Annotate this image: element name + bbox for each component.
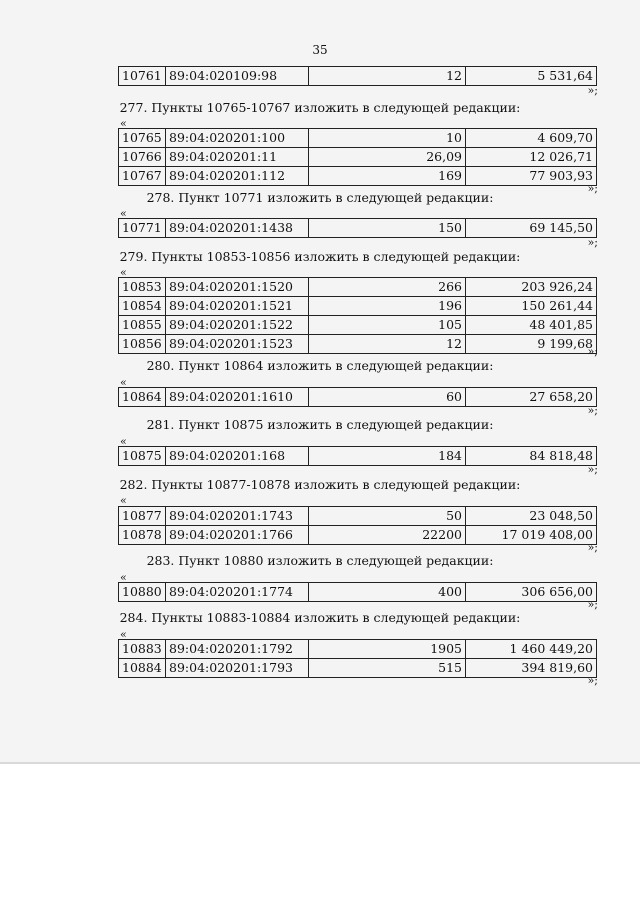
area-value: 105 — [309, 316, 466, 335]
cadastral-number: 89:04:020201:1774 — [166, 583, 309, 602]
opening-quote: « — [120, 207, 127, 220]
closing-quote: »; — [587, 463, 598, 476]
cadastral-number: 89:04:020201:1520 — [166, 278, 309, 297]
closing-quote: »; — [587, 345, 598, 358]
cost-value: 5 531,64 — [466, 67, 597, 86]
cost-value: 4 609,70 — [466, 129, 597, 148]
item-number: 10761 — [119, 67, 166, 86]
closing-quote: »; — [587, 84, 598, 97]
cost-value: 77 903,93 — [466, 167, 597, 186]
opening-quote: « — [120, 628, 127, 641]
opening-quote: « — [120, 494, 127, 507]
cost-value: 23 048,50 — [466, 507, 597, 526]
cost-value: 1 460 449,20 — [466, 640, 597, 659]
opening-quote: « — [120, 266, 127, 279]
closing-quote: »; — [587, 674, 598, 687]
cost-value: 17 019 408,00 — [466, 526, 597, 545]
cadastral-number: 89:04:020201:11 — [166, 148, 309, 167]
opening-quote: « — [120, 435, 127, 448]
closing-quote: »; — [587, 404, 598, 417]
table-row — [119, 526, 597, 545]
section-heading: 282. Пункты 10877-10878 изложить в следующей редакции: — [119, 477, 521, 492]
area-value: 266 — [309, 278, 466, 297]
table-row — [119, 316, 597, 335]
amendment-table — [118, 128, 597, 186]
table-row — [119, 278, 597, 297]
item-number: 10875 — [119, 447, 166, 466]
section-heading: 284. Пункты 10883-10884 изложить в следующей редакции: — [119, 610, 521, 625]
table-row — [119, 167, 597, 186]
cost-value: 84 818,48 — [466, 447, 597, 466]
amendment-table — [118, 639, 597, 678]
item-number: 10854 — [119, 297, 166, 316]
cadastral-number: 89:04:020201:1792 — [166, 640, 309, 659]
item-number: 10765 — [119, 129, 166, 148]
cadastral-number: 89:04:020201:1522 — [166, 316, 309, 335]
area-value: 26,09 — [309, 148, 466, 167]
cost-value: 12 026,71 — [466, 148, 597, 167]
item-number: 10884 — [119, 659, 166, 678]
closing-quote: »; — [587, 541, 598, 554]
item-number: 10880 — [119, 583, 166, 602]
section-heading: 278. Пункт 10771 изложить в следующей редакции: — [146, 190, 494, 205]
amendment-table — [118, 387, 597, 407]
area-value: 10 — [309, 129, 466, 148]
section-heading: 279. Пункты 10853-10856 изложить в следующей редакции: — [119, 249, 521, 264]
cadastral-number: 89:04:020201:1521 — [166, 297, 309, 316]
area-value: 12 — [309, 67, 466, 86]
item-number: 10855 — [119, 316, 166, 335]
area-value: 22200 — [309, 526, 466, 545]
cadastral-number: 89:04:020201:1743 — [166, 507, 309, 526]
table-row — [119, 148, 597, 167]
item-number: 10856 — [119, 335, 166, 354]
cost-value: 306 656,00 — [466, 583, 597, 602]
cost-value: 150 261,44 — [466, 297, 597, 316]
table-row — [119, 388, 597, 407]
area-value: 400 — [309, 583, 466, 602]
cadastral-number: 89:04:020201:1438 — [166, 219, 309, 238]
cadastral-number: 89:04:020201:1793 — [166, 659, 309, 678]
section-heading: 280. Пункт 10864 изложить в следующей редакции: — [146, 358, 494, 373]
cadastral-number: 89:04:020109:98 — [166, 67, 309, 86]
item-number: 10853 — [119, 278, 166, 297]
cadastral-number: 89:04:020201:168 — [166, 447, 309, 466]
amendment-table — [118, 218, 597, 238]
area-value: 515 — [309, 659, 466, 678]
table-row — [119, 335, 597, 354]
opening-quote: « — [120, 571, 127, 584]
amendment-table — [118, 506, 597, 545]
cadastral-number: 89:04:020201:100 — [166, 129, 309, 148]
page-edge — [0, 762, 640, 764]
closing-quote: »; — [587, 598, 598, 611]
area-value: 184 — [309, 447, 466, 466]
item-number: 10766 — [119, 148, 166, 167]
table-row — [119, 447, 597, 466]
table-row — [119, 219, 597, 238]
closing-quote: »; — [587, 182, 598, 195]
cost-value: 48 401,85 — [466, 316, 597, 335]
area-value: 1905 — [309, 640, 466, 659]
cadastral-number: 89:04:020201:112 — [166, 167, 309, 186]
cadastral-number: 89:04:020201:1766 — [166, 526, 309, 545]
cost-value: 27 658,20 — [466, 388, 597, 407]
area-value: 50 — [309, 507, 466, 526]
cost-value: 203 926,24 — [466, 278, 597, 297]
item-number: 10878 — [119, 526, 166, 545]
cadastral-number: 89:04:020201:1610 — [166, 388, 309, 407]
area-value: 60 — [309, 388, 466, 407]
opening-quote: « — [120, 376, 127, 389]
cost-value: 69 145,50 — [466, 219, 597, 238]
table-row — [119, 640, 597, 659]
section-heading: 277. Пункты 10765-10767 изложить в следующей редакции: — [119, 100, 521, 115]
item-number: 10767 — [119, 167, 166, 186]
amendment-table — [118, 582, 597, 602]
item-number: 10771 — [119, 219, 166, 238]
section-heading: 281. Пункт 10875 изложить в следующей редакции: — [146, 417, 494, 432]
table-row — [119, 129, 597, 148]
area-value: 196 — [309, 297, 466, 316]
area-value: 150 — [309, 219, 466, 238]
table-row — [119, 659, 597, 678]
table-row — [119, 507, 597, 526]
area-value: 169 — [309, 167, 466, 186]
cost-value: 9 199,68 — [466, 335, 597, 354]
item-number: 10877 — [119, 507, 166, 526]
cadastral-number: 89:04:020201:1523 — [166, 335, 309, 354]
table-row — [119, 67, 597, 86]
table-top — [118, 66, 597, 86]
opening-quote: « — [120, 117, 127, 130]
item-number: 10883 — [119, 640, 166, 659]
amendment-table — [118, 277, 597, 354]
item-number: 10864 — [119, 388, 166, 407]
area-value: 12 — [309, 335, 466, 354]
table-row — [119, 583, 597, 602]
cost-value: 394 819,60 — [466, 659, 597, 678]
page-number: 35 — [312, 43, 328, 57]
closing-quote: »; — [587, 236, 598, 249]
section-heading: 283. Пункт 10880 изложить в следующей редакции: — [146, 553, 494, 568]
table-row — [119, 297, 597, 316]
amendment-table — [118, 446, 597, 466]
